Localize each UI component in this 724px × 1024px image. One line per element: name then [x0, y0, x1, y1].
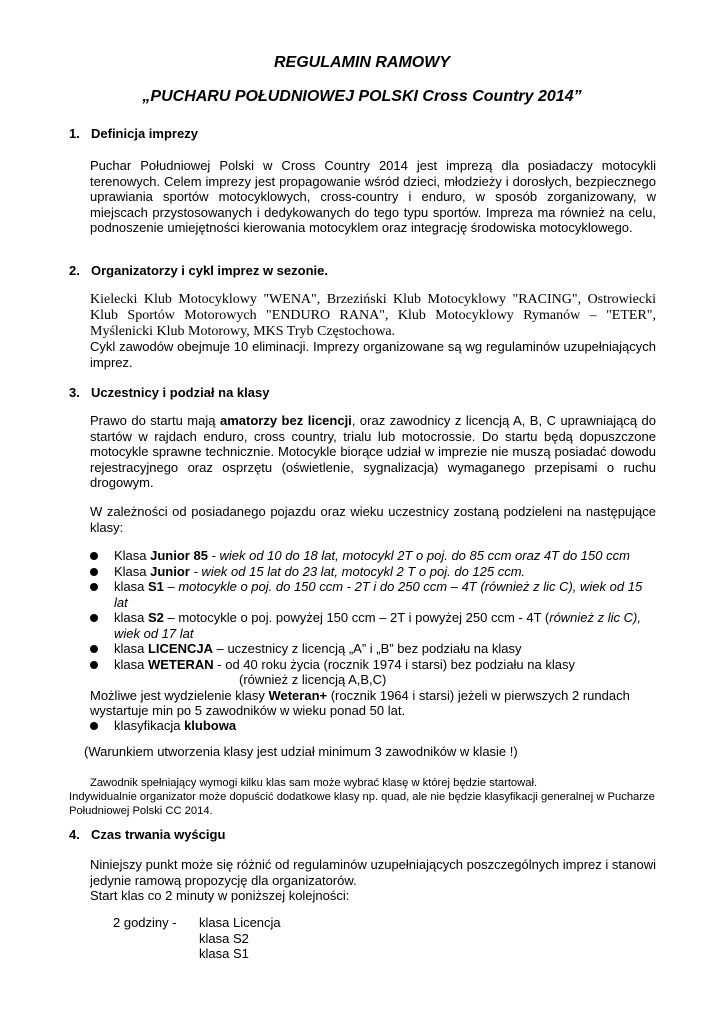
- start-order-intro: Start klas co 2 minuty w poniższej kolejności:: [90, 888, 350, 903]
- section-1-title: Definicja imprezy: [91, 126, 198, 141]
- section-1-heading: [69, 126, 198, 141]
- eligibility-amateurs: amatorzy bez licencji: [219, 413, 352, 428]
- class-minimum-note: (Warunkiem utworzenia klasy jest udział minimum 3 zawodników w klasie !): [84, 744, 518, 759]
- start-class-licencja: klasa Licencja: [199, 915, 281, 930]
- section-3-number: 3.: [69, 385, 80, 400]
- section-3-eligibility: [90, 413, 656, 491]
- bullet-icon: [90, 552, 98, 560]
- section-2-title: Organizatorzy i cykl imprez w sezonie.: [91, 263, 328, 278]
- bullet-icon: [90, 568, 98, 576]
- section-3-division-intro: W zależności od posiadanego pojazdu oraz wieku uczestnicy zostaną podzieleni na następujące klasy:: [90, 504, 656, 535]
- bullet-icon: [90, 645, 98, 653]
- document-subtitle: „PUCHARU POŁUDNIOWEJ POLSKI Cross Country 2014”: [142, 88, 582, 105]
- start-class-s2: klasa S2: [199, 931, 249, 946]
- section-2-heading: [69, 263, 328, 278]
- class-junior-85: Klasa Junior 85 - wiek od 10 do 18 lat, motocykl 2T o poj. do 85 ccm oraz 4T do 150 ccm: [90, 548, 656, 564]
- eligibility-text-rest: , oraz zawodnicy z licencją A, B, C uprawniającą do startów w rajdach enduro, cross country, trialu lub motocrossie. Do startu będą dopuszczone motocykle sprawne technicznie. Motocykle biorące udział w imprezie nie muszą posiadać dowodu rejestracyjnego oraz osprzętu (oświetlenie, sygnalizacja) wymaganego przepisami o ruchu drogowym.: [90, 413, 657, 491]
- section-3-title: Uczestnicy i podział na klasy: [91, 385, 270, 400]
- section-1-paragraph: Puchar Południowej Polski w Cross Country 2014 jest imprezą dla posiadaczy motocykli terenowych. Celem imprezy jest propagowanie wśród dzieci, młodzieży i dorosłych, bezpiecznego uprawiania sportów motocyklowych, cross-country i enduro, w sposób zorganizowany, w miejscach przystosowanych i dedykowanych do tego typu sportów. Impreza ma również na celu, podnoszenie umiejętności kierowania motocyklem oraz integrację środowiska motocyklowego.: [90, 158, 656, 236]
- section-4-paragraph: Niniejszy punkt może się różnić od regulaminów uzupełniających poszczególnych imprez i stanowi jedynie ramową propozycję dla organizatorów.: [90, 857, 656, 888]
- class-klubowa: klasyfikacja klubowa: [90, 718, 656, 734]
- section-1-number: 1.: [69, 126, 80, 141]
- class-s2: klasa S2 – motocykle o poj. powyżej 150 ccm – 2T i powyżej 250 ccm - 4T (również z lic C), wiek od 17 lat: [90, 610, 656, 641]
- section-4-number: 4.: [69, 827, 80, 842]
- section-2-number: 2.: [69, 263, 80, 278]
- section-3-heading: [69, 385, 269, 400]
- section-2-cycle: Cykl zawodów obejmuje 10 eliminacji. Imprezy organizowane są wg regulaminów uzupełniających imprez.: [90, 339, 656, 370]
- duration-label: 2 godziny -: [113, 915, 177, 930]
- class-s1: klasa S1 – motocykle o poj. do 150 ccm - 2T i do 250 ccm – 4T (również z lic C), wiek od 15 lat: [90, 579, 656, 610]
- bullet-icon: [90, 583, 98, 591]
- document-title: REGULAMIN RAMOWY: [274, 54, 450, 71]
- eligibility-text-start: Prawo do startu mają: [90, 413, 220, 428]
- additional-classes-note: Indywidualnie organizator może dopuścić dodatkowe klasy np. quad, ale nie będzie klasyfikacji generalnej w Pucharze Południowej Polski CC 2014.: [69, 791, 655, 817]
- class-licencja: klasa LICENCJA – uczestnicy z licencją „A” i „B” bez podziału na klasy: [90, 641, 656, 657]
- start-class-s1: klasa S1: [199, 946, 249, 961]
- weteran-plus-line-1: Możliwe jest wydzielenie klasy Weteran+ (rocznik 1964 i starsi) jeżeli w pierwszych 2 rundach: [90, 688, 630, 703]
- multi-class-note: Zawodnik spełniający wymogi kilku klas sam może wybrać klasę w której będzie startował.: [90, 777, 538, 789]
- section-4-title: Czas trwania wyścigu: [91, 827, 226, 842]
- class-weteran-license-note: (również z licencją A,B,C): [239, 672, 387, 687]
- bullet-icon: [90, 661, 98, 669]
- weteran-plus-line-2: wystartuje min po 5 zawodników w wieku ponad 50 lat.: [90, 703, 406, 718]
- bullet-icon: [90, 722, 98, 730]
- section-2-organizers: Kielecki Klub Motocyklowy "WENA", Brzeziński Klub Motocyklowy "RACING", Ostrowiecki Klub Sportów Motorowych "ENDURO RANA", Klub Motocyklowy Rymanów – "ETER", Myślenicki Klub Motorowy, MKS Tryb Częstochowa.: [90, 292, 656, 340]
- class-weteran: klasa WETERAN - od 40 roku życia (rocznik 1974 i starsi) bez podziału na klasy: [90, 657, 656, 673]
- class-junior: Klasa Junior - wiek od 15 lat do 23 lat, motocykl 2 T o poj. do 125 ccm.: [90, 564, 656, 580]
- bullet-icon: [90, 614, 98, 622]
- section-4-heading: [69, 827, 225, 842]
